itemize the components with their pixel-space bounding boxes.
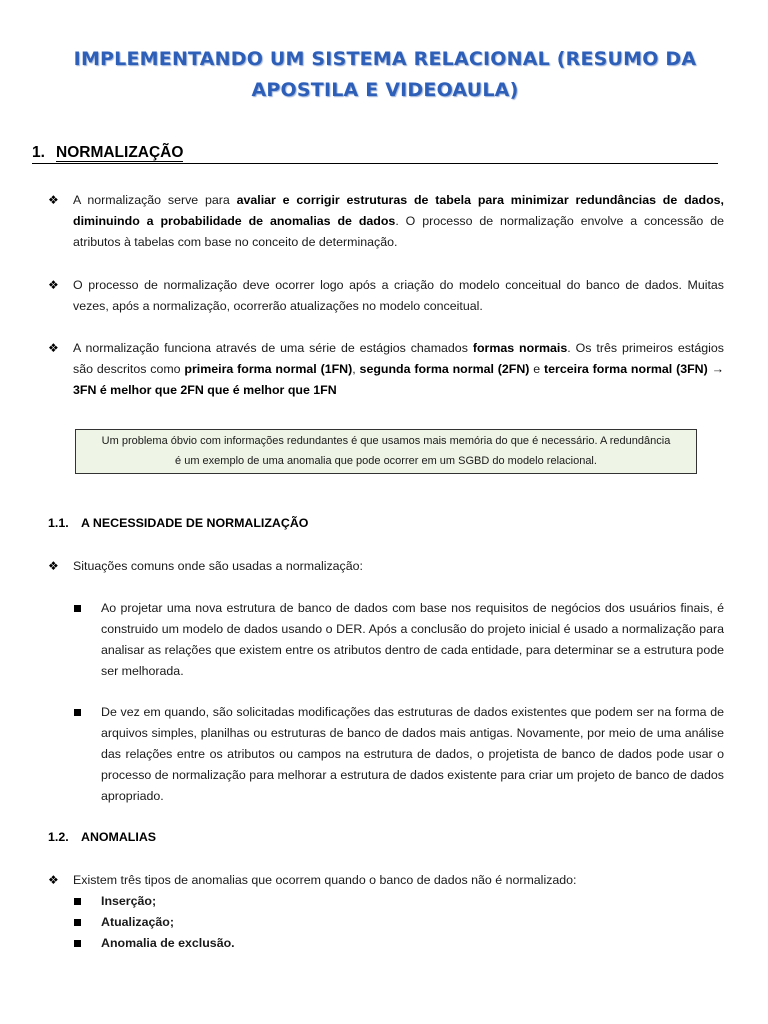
p3-text-2: . Os três primeiros estágios são descritos como (73, 341, 724, 376)
section-1-1-intro-text: Situações comuns onde são usadas a normalização: (73, 559, 363, 573)
p3-bold-2: primeira forma normal (1FN) (184, 362, 353, 376)
paragraph-2 (48, 275, 724, 317)
title-line-1: IMPLEMENTANDO UM SISTEMA RELACIONAL (RESUMO DA (73, 48, 697, 70)
paragraph-3 (48, 338, 724, 401)
section-1-number: 1. (32, 144, 45, 161)
item-2-text: De vez em quando, são solicitadas modificações das estruturas de dados existentes que podem ser na forma de arquivos simples, planilhas ou estruturas de banco de dados mais antigas. Novamente, por meio de uma análise das relações entre os atributos ou campos na estrutura de dados, o projetista de banco de dados pode usar o processo de normalização para melhorar a estrutura de dados existente para criar um projeto de banco de dados apropriado. (101, 705, 724, 803)
anomaly-insercao: Inserção; (101, 894, 157, 908)
section-1-heading (32, 143, 718, 164)
list-item (48, 891, 724, 912)
section-1-1-item-2 (48, 702, 724, 807)
p3-text-3: , (352, 362, 360, 376)
section-1-1-heading (48, 516, 308, 530)
list-item (48, 933, 724, 954)
item-1-text: Ao projetar uma nova estrutura de banco de dados com base nos requisitos de negócios dos usuários finais, é construido um modelo de dados usando o DER. Após a conclusão do projeto inicial é usado a normalização para analisar as relações que existem entre os atributos dentro de cada entidade, para determinar se a estrutura pode ser melhorada. (101, 601, 724, 678)
section-1-2-intro-text: Existem três tipos de anomalias que ocorrem quando o banco de dados não é normalizado: (73, 873, 577, 887)
section-1-title: NORMALIZAÇÃO (56, 144, 184, 161)
list-item (48, 912, 724, 933)
p3-text-4: e (529, 362, 545, 376)
p3-bold-4: terceira forma normal (3FN) → 3FN é melhor que 2FN que é melhor que 1FN (73, 362, 724, 397)
square-bullet-icon (74, 898, 81, 905)
anomaly-exclusao: Anomalia de exclusão. (101, 936, 235, 950)
note-line-1: Um problema óbvio com informações redundantes é que usamos mais memória do que é necessário. A redundância (101, 435, 671, 447)
diamond-bullet-icon: ❖ (48, 278, 59, 292)
diamond-bullet-icon: ❖ (48, 559, 59, 573)
square-bullet-icon (74, 605, 81, 612)
p1-text-2: . O processo de normalização envolve a concessão de atributos à tabelas com base no conceito de determinação. (73, 214, 724, 249)
p1-bold-1: avaliar e corrigir estruturas de tabela para minimizar redundâncias de dados, diminuindo a probabilidade de anomalias de dados (73, 193, 724, 228)
note-line-2: é um exemplo de uma anomalia que pode ocorrer em um SGBD do modelo relacional. (175, 455, 597, 467)
section-1-1-intro (48, 556, 724, 577)
section-1-1-number: 1.1. (48, 516, 69, 530)
section-1-1-item-1 (48, 598, 724, 682)
document-title (50, 44, 720, 106)
p2-text: O processo de normalização deve ocorrer logo após a criação do modelo conceitual do banco de dados. Muitas vezes, após a normalização, ocorrerão atualizações no modelo conceitual. (73, 278, 724, 313)
square-bullet-icon (74, 940, 81, 947)
title-line-2: APOSTILA E VIDEOAULA) (251, 79, 519, 101)
section-1-2-heading (48, 830, 156, 844)
square-bullet-icon (74, 709, 81, 716)
paragraph-1 (48, 190, 724, 253)
p1-text-1: A normalização serve para (73, 193, 237, 207)
p3-bold-1: formas normais (472, 341, 568, 355)
section-1-1-title: A NECESSIDADE DE NORMALIZAÇÃO (81, 516, 309, 530)
diamond-bullet-icon: ❖ (48, 341, 59, 355)
diamond-bullet-icon: ❖ (48, 193, 59, 207)
square-bullet-icon (74, 919, 81, 926)
p3-bold-3: segunda forma normal (2FN) (359, 362, 530, 376)
section-1-2-title: ANOMALIAS (81, 830, 157, 844)
anomaly-atualizacao: Atualização; (101, 915, 174, 929)
section-1-2-intro (48, 870, 724, 891)
anomaly-list (48, 891, 724, 954)
note-box (75, 429, 697, 474)
diamond-bullet-icon: ❖ (48, 873, 59, 887)
p3-text-1: A normalização funciona através de uma série de estágios chamados (73, 341, 473, 355)
section-1-2-number: 1.2. (48, 830, 69, 844)
